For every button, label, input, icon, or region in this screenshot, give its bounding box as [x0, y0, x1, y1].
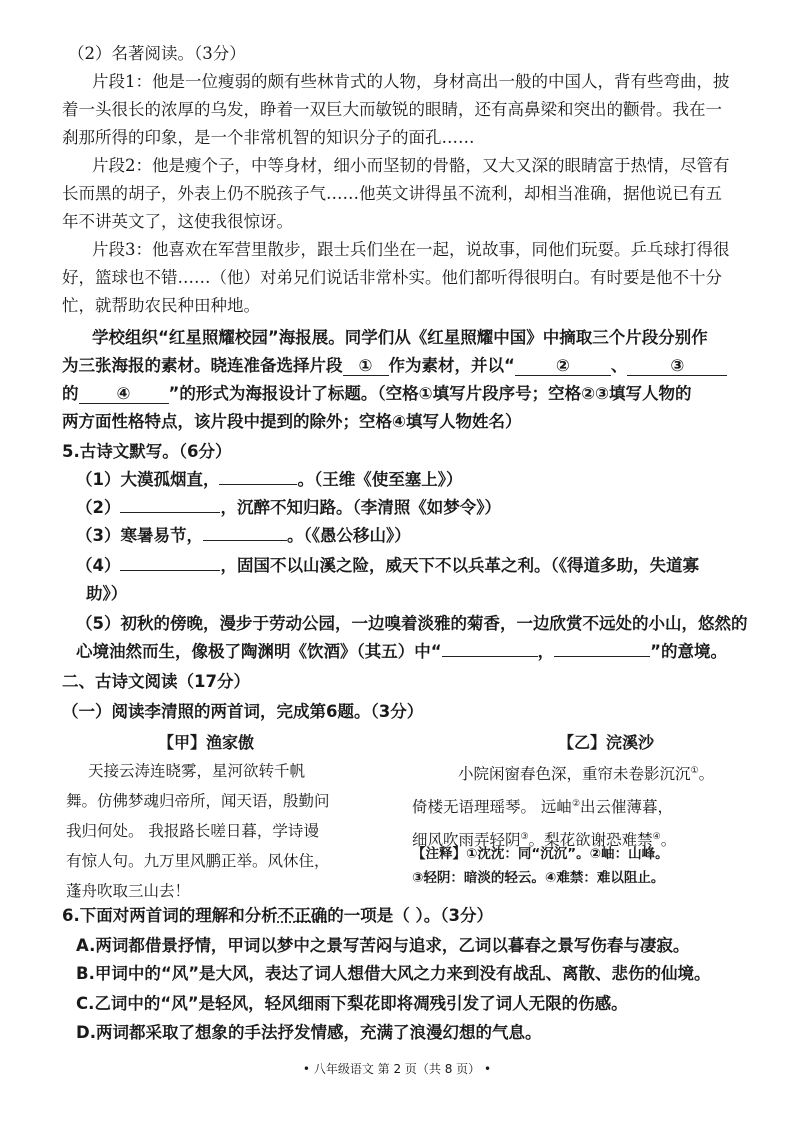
q5-blank-5a[interactable] [442, 656, 538, 657]
q6-emphasis: 不正确 [277, 906, 328, 925]
page-footer: • 八年级语文 第 2 页（共 8 页） • [302, 1062, 492, 1076]
q5-blank-5b[interactable] [554, 656, 650, 657]
task-line4: 两方面性格特点，该片段中提到的除外；空格④填写人物姓名） [62, 412, 522, 431]
q5-heading: 5.古诗文默写。（6分） [62, 442, 232, 461]
fragment3-line2: 好，篮球也不错……（他）对弟兄们说话非常朴实。他们都听得很明白。有时要是他不十分 [62, 268, 722, 287]
fragment1-line3: 刹那所得的印象，是一个非常机智的知识分子的面孔…… [62, 128, 475, 147]
fragment2-line1: 片段2：他是瘦个子，中等身材，细小而坚韧的骨骼，又大又深的眼睛富于热情，尽管有 [92, 156, 730, 175]
poem-b-title: 【乙】浣溪沙 [558, 733, 655, 752]
q4-2-heading: （2）名著阅读。（3分） [68, 44, 246, 63]
fragment2-line2: 长而黑的胡子，外表上仍不脱孩子气……他英文讲得虽不流利，却相当准确，据他说已有五 [62, 184, 722, 203]
q5-item-5-cont: 心境油然而生，像极了陶渊明《饮酒》（其五）中“ ， ”的意境。 [76, 642, 727, 661]
task-line3: 的 ④ ”的形式为海报设计了标题。（空格①填写片段序号；空格②③填写人物的 [62, 384, 692, 403]
fragment2-line3: 年不讲英文了，这使我很惊讶。 [62, 212, 293, 231]
q5-item-3: （3）寒暑易节， 。（《愚公移山》） [76, 526, 411, 545]
q6-stem: 6.下面对两首词的理解和分析不正确的一项是（ ）。（3分） [62, 906, 493, 925]
q5-item-2: （2） ，沉醉不知归路。（李清照《如梦令》） [76, 498, 501, 517]
answer-blank-4[interactable]: ④ [79, 385, 169, 404]
answer-blank-2[interactable]: ② [515, 357, 611, 376]
answer-blank-1[interactable]: ① [343, 357, 389, 376]
poem-b-note-2: ③轻阴：暗淡的轻云。④难禁：难以阻止。 [412, 870, 665, 886]
q5-blank-4[interactable] [120, 570, 220, 571]
poem-b-note-1: 【注释】①沈沈：同“沉沉”。②岫：山峰。 [412, 846, 669, 862]
fragment3-line1: 片段3：他喜欢在军营里散步，跟士兵们坐在一起，说故事，同他们玩耍。乒乓球打得很 [92, 240, 730, 259]
fragment1-line2: 着一头很长的浓厚的乌发，睁着一双巨大而敏锐的眼睛，还有高鼻梁和突出的颧骨。我在一 [62, 100, 722, 119]
fragment3-line3: 忙，就帮助农民种田种地。 [62, 296, 260, 315]
q5-blank-2[interactable] [120, 512, 220, 513]
q5-blank-1[interactable] [219, 484, 297, 485]
q5-item-1: （1）大漠孤烟直， 。（王维《使至塞上》） [76, 470, 463, 489]
q5-item-4: （4） ，固国不以山溪之险，威天下不以兵革之利。（《得道多助，失道寡 [76, 556, 699, 575]
section2-sub1: （一）阅读李清照的两首词，完成第6题。（3分） [62, 702, 424, 721]
q6-option-a[interactable]: A.两词都借景抒情，甲词以梦中之景写苦闷与追求，乙词以暮春之景写伤春与凄寂。 [76, 936, 690, 955]
task-line2: 为三张海报的素材。晓连准备选择片段 ① 作为素材，并以“ ② 、 ③ [62, 354, 727, 378]
fragment1-line1: 片段1：他是一位瘦弱的颇有些林肯式的人物，身材高出一般的中国人，背有些弯曲，披 [92, 72, 730, 91]
section2-heading: 二、古诗文阅读（17分） [62, 672, 250, 691]
q6-option-c[interactable]: C.乙词中的“风”是轻风，轻风细雨下梨花即将凋残引发了词人无限的伤感。 [76, 994, 628, 1013]
task-line1: 学校组织“红星照耀校园”海报展。同学们从《红星照耀中国》中摘取三个片段分别作 [92, 328, 708, 347]
q6-option-b[interactable]: B.甲词中的“风”是大风，表达了词人想借大风之力来到没有战乱、离散、悲伤的仙境。 [76, 964, 711, 983]
q5-item-4-cont: 助》） [86, 584, 128, 603]
poem-b-text: 小院闲窗春色深，重帘未卷影沉沉①。 倚楼无语理瑶琴。 远岫②出云催薄暮， 细风吹雨弄轻阴③。梨花欲谢恐难禁④。 [412, 765, 715, 850]
q5-item-5: （5）初秋的傍晚，漫步于劳动公园，一边嗅着淡雅的菊香，一边欣赏不远处的小山，悠然的 [76, 614, 748, 633]
answer-blank-3[interactable]: ③ [627, 357, 727, 376]
q6-option-d[interactable]: D.两词都采取了想象的手法抒发情感，充满了浪漫幻想的气息。 [76, 1023, 542, 1042]
poem-a-text: 天接云涛连晓雾，星河欲转千帆 舞。仿佛梦魂归帝所，闻天语，殷勤问 我归何处。 我报路长嗟日暮，学诗谩 有惊人句。九万里风鹏正举。风休住， 蓬舟吹取三山去！ [66, 762, 330, 900]
poem-a-title: 【甲】渔家傲 [158, 733, 255, 752]
q5-blank-3[interactable] [203, 540, 287, 541]
